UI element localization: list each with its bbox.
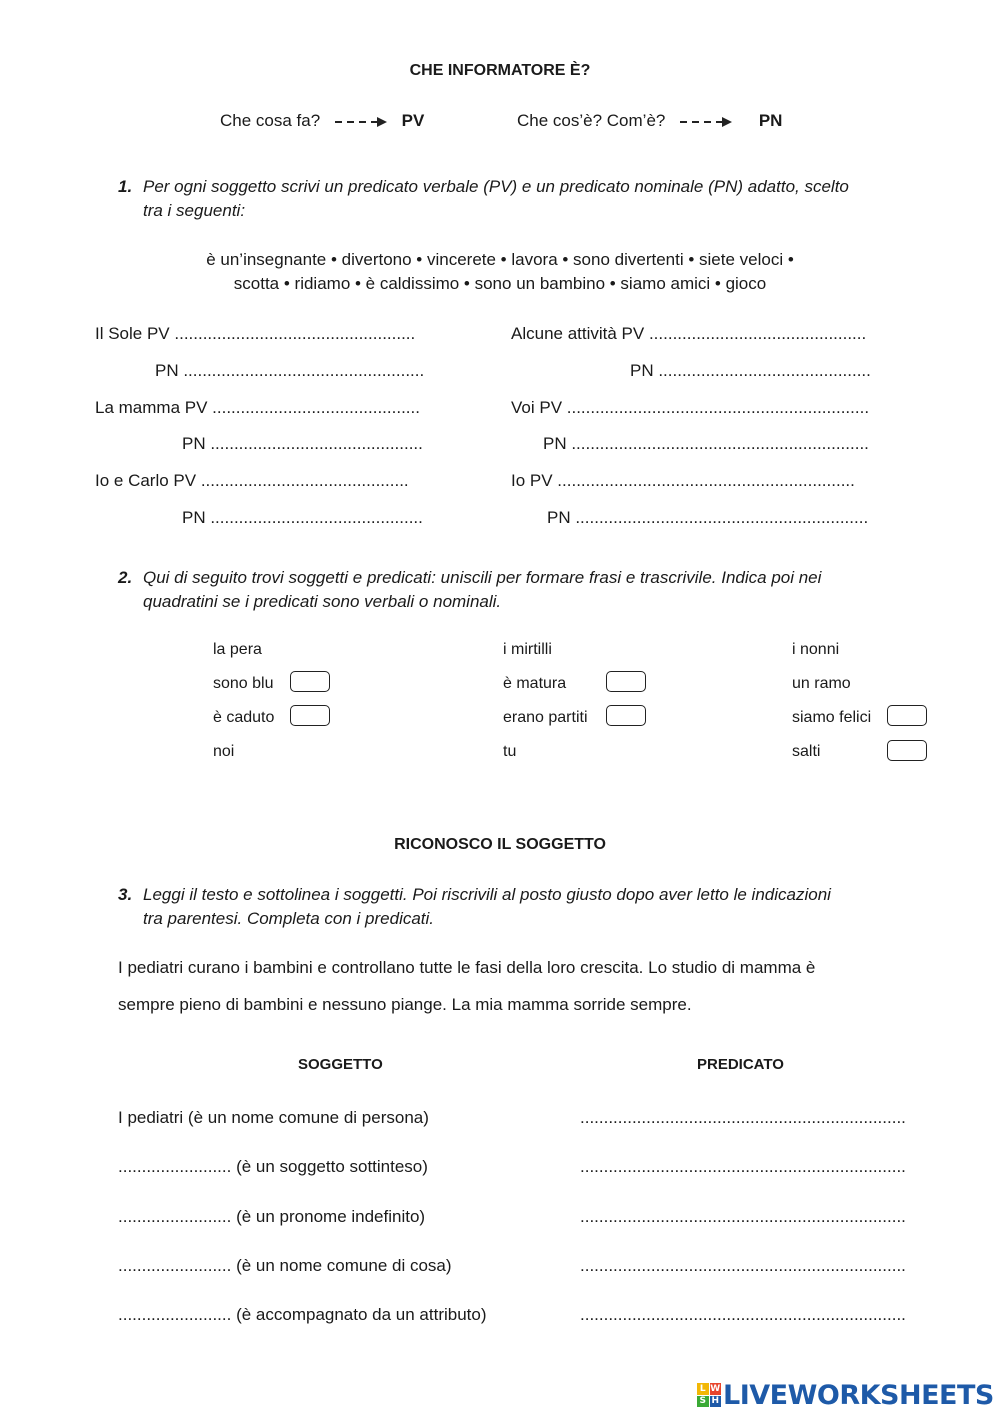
legend-pn bbox=[517, 111, 782, 131]
word-item: i mirtilli bbox=[503, 641, 552, 658]
answer-box-salti[interactable] bbox=[887, 740, 927, 761]
liveworksheets-logo-icon bbox=[697, 1383, 721, 1407]
reading-text-line1: I pediatri curano i bambini e controllano tutte le fasi della loro crescita. Lo studio di mamma è bbox=[118, 958, 816, 977]
ex2-instruction-line2: quadratini se i predicati sono verbali o nominali. bbox=[143, 592, 502, 611]
ex2-instruction-line1: Qui di seguito trovi soggetti e predicati: uniscili per formare frasi e trascrivile. Indica poi nei bbox=[143, 568, 822, 587]
ex3-instruction-line2: tra parentesi. Completa con i predicati. bbox=[143, 909, 435, 928]
reading-text-line2: sempre pieno di bambini e nessuno piange. La mia mamma sorride sempre. bbox=[118, 995, 692, 1014]
ex1-number: 1. bbox=[118, 177, 133, 196]
predicate-answer-line[interactable]: ..................................................................... bbox=[580, 1108, 906, 1127]
answer-box-sono-blu[interactable] bbox=[290, 671, 330, 692]
subject-row[interactable]: ........................ (è un nome comune di cosa) bbox=[118, 1256, 452, 1275]
ex3-number: 3. bbox=[118, 885, 133, 904]
liveworksheets-logo bbox=[697, 1378, 994, 1412]
answer-box-e-caduto[interactable] bbox=[290, 705, 330, 726]
word-item: è caduto bbox=[213, 709, 275, 726]
answer-line-alcune-attivita-pn[interactable]: PN ............................................. bbox=[630, 361, 871, 380]
answer-line-sole-pn[interactable]: PN ................................................... bbox=[155, 361, 425, 380]
subject-row[interactable]: ........................ (è un pronome indefinito) bbox=[118, 1207, 426, 1226]
word-item: un ramo bbox=[792, 675, 851, 692]
liveworksheets-logo-text: LIVEWORKSHEETS bbox=[723, 1379, 994, 1411]
pn-question: Che cos’è? Com’è? bbox=[517, 111, 666, 130]
word-item: noi bbox=[213, 743, 235, 760]
word-item: salti bbox=[792, 743, 821, 760]
answer-line-sole-pv[interactable]: Il Sole PV ................................................... bbox=[95, 324, 416, 343]
dashed-arrow-icon bbox=[333, 116, 391, 128]
answer-box-e-matura[interactable] bbox=[606, 671, 646, 692]
word-item: i nonni bbox=[792, 641, 840, 658]
word-bank-line1: è un’insegnante • divertono • vincerete • lavora • sono divertenti • siete veloci • bbox=[206, 250, 794, 269]
title-che-informatore: CHE INFORMATORE È? bbox=[409, 62, 591, 79]
logo-mark-letter: W bbox=[710, 1383, 721, 1394]
logo-mark-letter: H bbox=[711, 1396, 720, 1407]
predicate-answer-line[interactable]: ..................................................................... bbox=[580, 1256, 906, 1275]
answer-line-voi-pn[interactable]: PN ............................................................... bbox=[543, 434, 869, 453]
answer-line-io-e-carlo-pv[interactable]: Io e Carlo PV ............................................ bbox=[95, 471, 409, 490]
ex1-instruction-line2: tra i seguenti: bbox=[143, 201, 246, 220]
answer-line-io-pv[interactable]: Io PV ............................................................... bbox=[511, 471, 855, 490]
answer-box-siamo-felici[interactable] bbox=[887, 705, 927, 726]
answer-line-voi-pv[interactable]: Voi PV ................................................................ bbox=[511, 398, 870, 417]
pv-label: PV bbox=[401, 111, 425, 130]
logo-mark-letter: L bbox=[697, 1383, 709, 1395]
word-item: sono blu bbox=[213, 675, 274, 692]
predicate-answer-line[interactable]: ..................................................................... bbox=[580, 1207, 906, 1226]
pv-question: Che cosa fa? bbox=[220, 111, 321, 130]
predicate-answer-line[interactable]: ..................................................................... bbox=[580, 1305, 906, 1324]
title-riconosco-il-soggetto: RICONOSCO IL SOGGETTO bbox=[394, 836, 606, 853]
answer-line-alcune-attivita-pv[interactable]: Alcune attività PV .............................................. bbox=[511, 324, 867, 343]
subject-row[interactable]: ........................ (è accompagnato da un attributo) bbox=[118, 1305, 487, 1324]
word-item: siamo felici bbox=[792, 709, 872, 726]
legend-pv bbox=[220, 111, 424, 131]
word-item: la pera bbox=[213, 641, 262, 658]
answer-line-mamma-pv[interactable]: La mamma PV ............................................ bbox=[95, 398, 420, 417]
answer-box-erano-partiti[interactable] bbox=[606, 705, 646, 726]
ex1-instruction-line1: Per ogni soggetto scrivi un predicato verbale (PV) e un predicato nominale (PN) adatto, scelto bbox=[143, 177, 849, 196]
word-item: è matura bbox=[503, 675, 567, 692]
predicate-answer-line[interactable]: ..................................................................... bbox=[580, 1157, 906, 1176]
ex3-instruction-line1: Leggi il testo e sottolinea i soggetti. Poi riscrivili al posto giusto dopo aver letto le indicazioni bbox=[143, 885, 831, 904]
word-item: erano partiti bbox=[503, 709, 588, 726]
answer-line-mamma-pn[interactable]: PN ............................................. bbox=[182, 434, 423, 453]
dashed-arrow-icon bbox=[678, 116, 736, 128]
ex2-number: 2. bbox=[118, 568, 133, 587]
column-header-soggetto: SOGGETTO bbox=[298, 1056, 383, 1073]
logo-mark-letter: S bbox=[697, 1396, 709, 1408]
subject-row[interactable]: ........................ (è un soggetto sottinteso) bbox=[118, 1157, 428, 1176]
answer-line-io-pn[interactable]: PN .............................................................. bbox=[547, 508, 869, 527]
answer-line-io-e-carlo-pn[interactable]: PN ............................................. bbox=[182, 508, 423, 527]
word-bank-line2: scotta • ridiamo • è caldissimo • sono un bambino • siamo amici • gioco bbox=[233, 274, 767, 293]
pn-label: PN bbox=[758, 111, 783, 130]
subject-row: I pediatri (è un nome comune di persona) bbox=[118, 1108, 429, 1127]
word-item: tu bbox=[503, 743, 517, 760]
column-header-predicato: PREDICATO bbox=[697, 1056, 784, 1073]
